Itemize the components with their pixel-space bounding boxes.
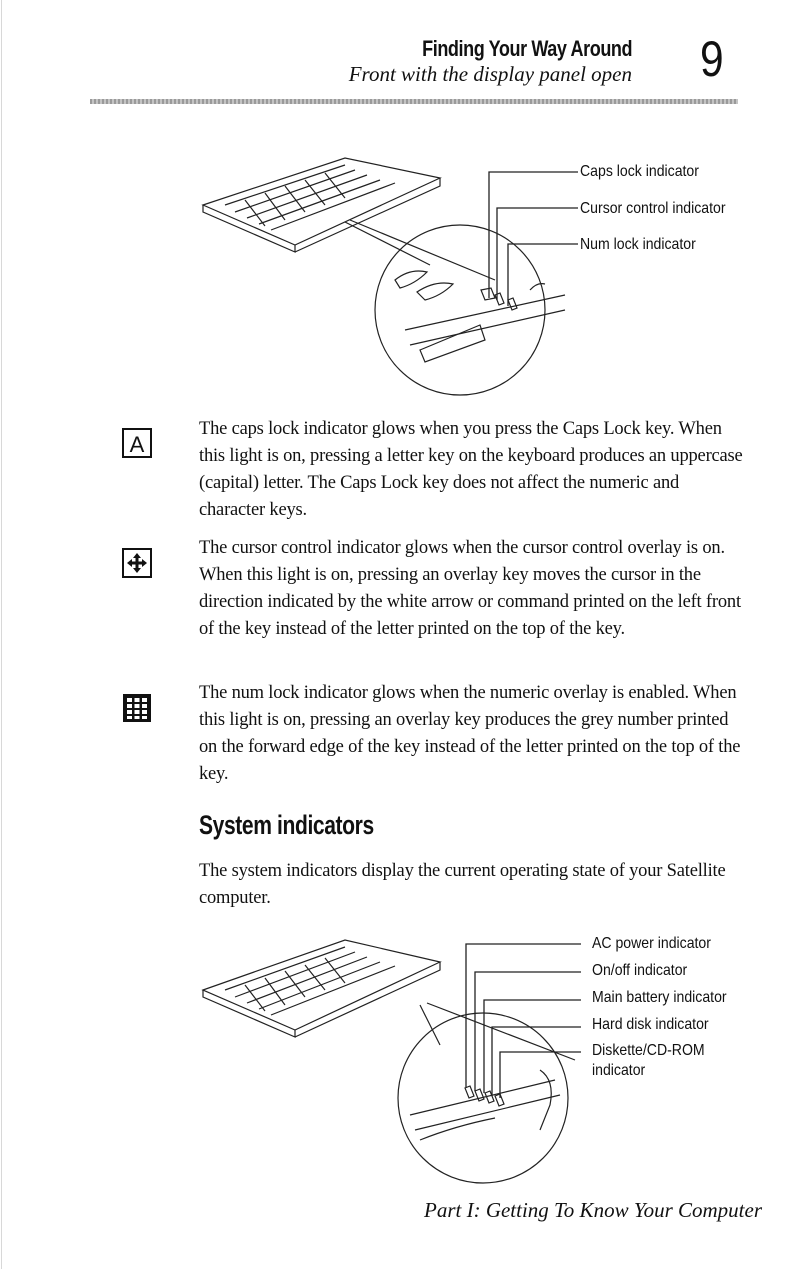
hard-disk-callout: Hard disk indicator — [592, 1016, 709, 1033]
system-indicators-figure — [195, 930, 595, 1195]
chapter-title: Finding Your Way Around — [421, 36, 632, 61]
on-off-callout: On/off indicator — [592, 962, 688, 979]
scan-edge — [1, 0, 2, 1269]
cursor-control-paragraph — [199, 535, 744, 643]
paragraph-text: The num lock indicator glows when the numeric overlay is enabled. When this light is on, pressing an overlay key produces the grey number printed on the forward edge of the key instead of the letter printed on the top of the key. — [199, 683, 741, 784]
ac-power-callout: AC power indicator — [592, 935, 711, 952]
num-lock-icon — [122, 693, 152, 723]
caps-lock-paragraph — [199, 416, 744, 524]
caps-lock-icon-glyph: A — [129, 432, 145, 457]
paragraph-text: The system indicators display the current operating state of your Satellite computer. — [199, 861, 726, 908]
cursor-control-callout: Cursor control indicator — [580, 200, 726, 217]
num-lock-paragraph — [199, 680, 744, 788]
main-battery-callout: Main battery indicator — [592, 989, 727, 1006]
section-intro — [199, 858, 744, 912]
diskette-cdrom-callout: Diskette/CD-ROM — [592, 1042, 705, 1059]
diskette-cdrom-callout-line2: indicator — [592, 1062, 646, 1079]
footer-part-title: Part I: Getting To Know Your Computer — [424, 1198, 762, 1222]
paragraph-text: The caps lock indicator glows when you press the Caps Lock key. When this light is on, pressing a letter key on the keyboard produces an uppercase (capital) letter. The Caps Lock key does not affect the numeric and character keys. — [199, 419, 743, 520]
num-lock-callout: Num lock indicator — [580, 236, 696, 253]
section-subtitle: Front with the display panel open — [348, 62, 632, 86]
caps-lock-callout: Caps lock indicator — [580, 163, 699, 180]
keyboard-indicators-figure — [195, 150, 595, 410]
paragraph-text: The cursor control indicator glows when the cursor control overlay is on. When this light is on, pressing an overlay key moves the cursor in the direction indicated by the white arrow or command printed on the left front of the key instead of the letter printed on the top of the key. — [199, 538, 741, 639]
section-heading: System indicators — [199, 810, 374, 840]
header-rule — [90, 99, 738, 104]
cursor-control-icon — [122, 548, 152, 578]
page-number: 9 — [700, 31, 724, 87]
caps-lock-icon — [122, 428, 152, 458]
